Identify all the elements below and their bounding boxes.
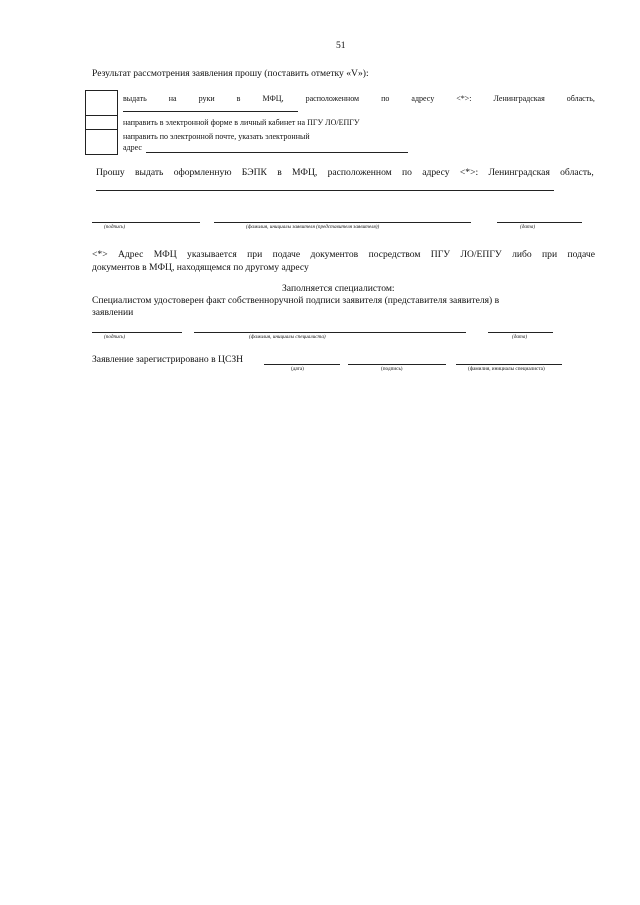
option1-word: адресу [411, 94, 435, 103]
specialist-signature-line[interactable] [92, 332, 182, 333]
applicant-signature-line[interactable] [92, 222, 200, 223]
email-address-line[interactable] [146, 152, 408, 153]
bepk-word: Прошу [96, 167, 125, 178]
specialist-name-caption: (фамилия, инициалы специалиста) [249, 334, 326, 340]
bepk-word: по [402, 167, 412, 178]
option-issue-at-mfc [123, 94, 595, 103]
result-heading: Результат рассмотрения заявления прошу (поставить отметку «V»): [92, 68, 369, 79]
specialist-date-line[interactable] [488, 332, 553, 333]
footnote-word: посредством [368, 249, 421, 260]
registration-name-caption: (фамилия, инициалы специалиста) [468, 366, 545, 372]
applicant-date-line[interactable] [497, 222, 582, 223]
option1-word: Ленинградская [493, 94, 545, 103]
option1-word: на [168, 94, 177, 103]
applicant-name-caption: (фамилия, инициалы заявителя (представителя заявителя)) [246, 224, 380, 230]
bepk-request [96, 167, 594, 178]
bepk-word: в [277, 167, 282, 178]
footnote-word: Адрес [118, 249, 144, 260]
option1-word: расположенном [305, 94, 360, 103]
option1-word: <*>: [456, 94, 472, 103]
footnote-word: МФЦ [153, 249, 177, 260]
option1-word: область, [566, 94, 595, 103]
option1-word: МФЦ, [262, 94, 284, 103]
option1-word: по [381, 94, 390, 103]
applicant-date-caption: (дата) [520, 224, 536, 230]
option1-word: руки [198, 94, 215, 103]
registration-label: Заявление зарегистрировано в ЦСЗН [92, 354, 244, 365]
footnote-line1 [92, 249, 595, 260]
footnote-word: указывается [187, 249, 237, 260]
specialist-text-line2: заявлении [92, 307, 134, 318]
bepk-word: БЭПК [241, 167, 267, 178]
page-number: 51 [336, 40, 346, 51]
applicant-signature-caption: (подпись) [104, 224, 126, 230]
footnote-word: <*> [92, 249, 108, 260]
footnote-word: подаче [272, 249, 301, 260]
footnote-word: подаче [567, 249, 595, 260]
footnote-word: при [542, 249, 558, 260]
bepk-word: <*>: [459, 167, 479, 178]
specialist-heading: Заполняется специалистом: [282, 283, 395, 294]
registration-signature-caption: (подпись) [381, 366, 403, 372]
option1-word: выдать [123, 94, 147, 103]
footnote-word: документов [310, 249, 359, 260]
applicant-name-line[interactable] [214, 222, 471, 223]
option1-word: в [236, 94, 241, 103]
bepk-word: область, [560, 167, 594, 178]
registration-date-caption: (дата) [291, 366, 304, 372]
bepk-word: выдать [134, 167, 164, 178]
specialist-signature-caption: (подпись) [104, 334, 126, 340]
registration-name-line[interactable] [456, 364, 562, 365]
checkbox-email[interactable] [85, 129, 118, 155]
footnote-word: либо [512, 249, 532, 260]
option-email-line2: адрес [123, 143, 142, 152]
bepk-word: расположенном [327, 167, 392, 178]
bepk-word: Ленинградская [488, 167, 550, 178]
option-electronic-cabinet: направить в электронной форме в личный кабинет на ПГУ ЛО/ЕПГУ [123, 118, 360, 127]
bepk-word: оформленную [173, 167, 232, 178]
bepk-word: МФЦ, [292, 167, 318, 178]
footnote-word: ПГУ [430, 249, 451, 260]
registration-signature-line[interactable] [348, 364, 446, 365]
option-email-line1: направить по электронной почте, указать электронный [123, 132, 310, 141]
footnote-line2: документов в МФЦ, находящемся по другому адресу [92, 262, 309, 273]
footnote-word: при [247, 249, 263, 260]
checkbox-issue-at-mfc[interactable] [85, 90, 118, 117]
specialist-date-caption: (дата) [512, 334, 528, 340]
specialist-name-line[interactable] [194, 332, 466, 333]
option1-address-line[interactable] [123, 111, 298, 112]
registration-date-line[interactable] [264, 364, 340, 365]
specialist-text-line1: Специалистом удостоверен факт собственноручной подписи заявителя (представителя заявителя) в [92, 295, 500, 306]
footnote-word: ЛО/ЕПГУ [460, 249, 502, 260]
bepk-word: адресу [422, 167, 450, 178]
bepk-address-line[interactable] [96, 190, 554, 191]
